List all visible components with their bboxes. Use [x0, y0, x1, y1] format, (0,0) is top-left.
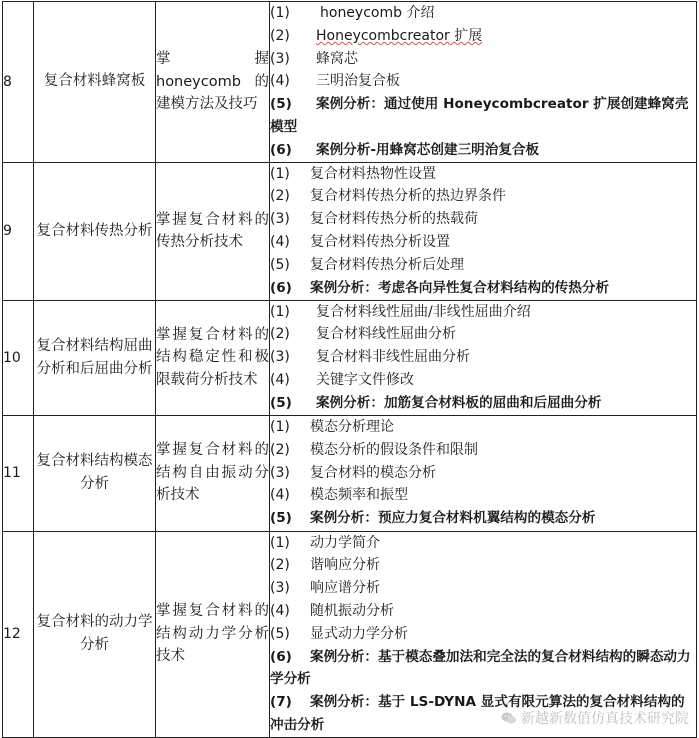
chapter-name: 复合材料蜂窝板 [34, 2, 156, 163]
row-number: 9 [3, 162, 34, 300]
list-item: (3) 复合材料传热分析的热载荷 [270, 211, 478, 228]
chapter-name: 复合材料传热分析 [34, 162, 156, 300]
content-list [270, 415, 697, 531]
list-item: (5) 案例分析：加筋复合材料板的屈曲和后屈曲分析 [270, 394, 602, 411]
learning-goal: 掌握复合材料的结构动力学分析技术 [156, 531, 270, 737]
list-item: (5) 显式动力学分析 [270, 625, 408, 642]
content-list [270, 2, 697, 163]
table-row [3, 2, 697, 163]
list-item: (3) 响应谱分析 [270, 580, 380, 597]
table-row [3, 415, 697, 531]
content-list [270, 531, 697, 737]
content-list [270, 300, 697, 415]
row-number: 11 [3, 415, 34, 531]
row-number: 8 [3, 2, 34, 163]
list-item: (2) 模态分析的假设条件和限制 [270, 441, 478, 458]
list-item: (3) 复合材料的模态分析 [270, 464, 436, 481]
list-item: (4) 模态频率和振型 [270, 487, 408, 504]
chapter-name: 复合材料结构屈曲分析和后屈曲分析 [34, 300, 156, 415]
chapter-name: 复合材料结构模态分析 [34, 415, 156, 531]
learning-goal: 掌握honeycomb的建模方法及技巧 [156, 2, 270, 163]
table-body [3, 2, 697, 738]
list-item: (4) 关键字文件修改 [270, 371, 414, 388]
list-item: (2) 谐响应分析 [270, 557, 380, 574]
learning-goal: 掌握复合材料的结构自由振动分析技术 [156, 415, 270, 531]
list-item: (2) Honeycombcreator 扩展 [270, 27, 483, 44]
list-item: (1) 模态分析理论 [270, 419, 394, 436]
list-item: (5) 案例分析：通过使用 Honeycombcreator 扩展创建蜂窝壳模型 [270, 96, 689, 135]
list-item: (1) 复合材料线性屈曲/非线性屈曲介绍 [270, 303, 531, 320]
list-item: (1) 复合材料热物性设置 [270, 165, 436, 182]
wechat-icon [501, 710, 517, 726]
watermark [501, 708, 689, 728]
list-item: (4) 随机振动分析 [270, 602, 394, 619]
list-item: (7) 案例分析：基于 LS-DYNA 显式有限元算法的复合材料结构的冲击分析 [270, 694, 685, 733]
row-number: 12 [3, 531, 34, 737]
learning-goal: 掌握复合材料的传热分析技术 [156, 162, 270, 300]
table-row [3, 531, 697, 737]
list-item: (2) 复合材料线性屈曲分析 [270, 326, 456, 343]
list-item: (6) 案例分析：基于模态叠加法和完全法的复合材料结构的瞬态动力学分析 [270, 648, 691, 688]
list-item: (3) 蜂窝芯 [270, 50, 358, 67]
list-item: (4) 三明治复合板 [270, 73, 400, 90]
chapter-name: 复合材料的动力学分析 [34, 531, 156, 737]
course-outline-table [2, 1, 697, 738]
list-item: (2) 复合材料传热分析的热边界条件 [270, 188, 506, 205]
list-item: (3) 复合材料非线性屈曲分析 [270, 349, 470, 366]
list-item: (5) 复合材料传热分析后处理 [270, 256, 464, 273]
list-item: (6) 案例分析：考虑各向异性复合材料结构的传热分析 [270, 279, 610, 296]
table-row [3, 300, 697, 415]
learning-goal: 掌握复合材料的结构稳定性和极限载荷分析技术 [156, 300, 270, 415]
list-item: (1) 动力学简介 [270, 534, 380, 551]
watermark-text: 新越新数值仿真技术研究院 [521, 711, 689, 727]
list-item: (5) 案例分析：预应力复合材料机翼结构的模态分析 [270, 510, 596, 527]
list-item: (1) honeycomb 介绍 [270, 5, 435, 21]
row-number: 10 [3, 300, 34, 415]
table-row [3, 162, 697, 300]
list-item: (4) 复合材料传热分析设置 [270, 234, 450, 251]
list-item: (6) 案例分析-用蜂窝芯创建三明治复合板 [270, 141, 540, 158]
content-list [270, 162, 697, 300]
